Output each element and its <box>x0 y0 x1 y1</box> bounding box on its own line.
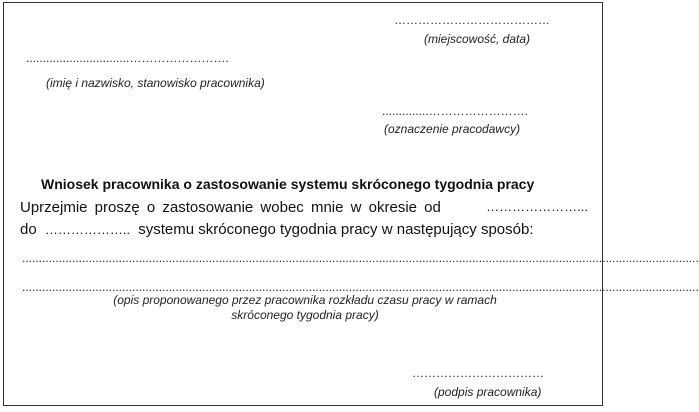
employer-dots: ..............……………………. <box>382 104 529 118</box>
request-line-2 <box>20 221 533 238</box>
employee-caption: (imię i nazwisko, stanowisko pracownika) <box>46 76 265 90</box>
request-period-end-dots: ……………….. <box>44 222 131 237</box>
description-caption-2: skróconego tygodnia pracy) <box>231 308 379 322</box>
signature-caption: (podpis pracownika) <box>434 385 542 399</box>
request-line-1-text: Uprzejmie proszę o zastosowanie wobec mnie w okresie od <box>20 199 441 216</box>
request-line-1 <box>20 199 588 216</box>
place-date-dots: ………………………………… <box>394 13 550 27</box>
employee-dots: ...............................……………………. <box>26 51 229 65</box>
signature-dots: …………………………… <box>412 366 544 380</box>
description-caption-1: (opis proponowanego przez pracownika rozkładu czasu pracy w ramach <box>113 293 497 307</box>
employer-caption: (oznaczenie pracodawcy) <box>384 122 521 136</box>
request-line-2-prefix: do <box>20 221 37 238</box>
description-line-2: ........................................................................................................................................................................................................... <box>22 280 699 294</box>
document-title: Wniosek pracownika o zastosowanie systemu skróconego tygodnia pracy <box>41 176 535 192</box>
place-date-caption: (miejscowość, data) <box>424 32 531 46</box>
request-line-2-text: systemu skróconego tygodnia pracy w następujący sposób: <box>138 221 534 238</box>
request-period-start-dots: …………………... <box>486 199 588 214</box>
description-line-1: ........................................................................................................................................................................................................... <box>22 251 699 265</box>
